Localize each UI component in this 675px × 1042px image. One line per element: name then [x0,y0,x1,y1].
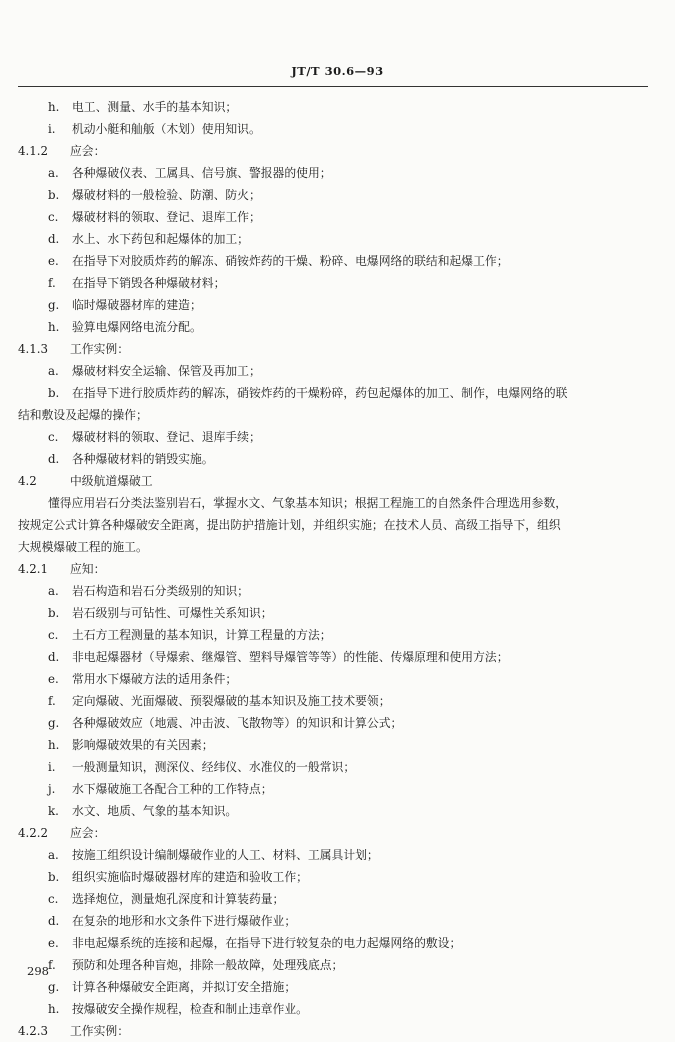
list-item-text: 非电起爆器材（导爆索、继爆管、塑料导爆管等等）的性能、传爆原理和使用方法； [72,650,509,664]
list-item-label: b. [48,188,60,202]
list-item [0,910,675,932]
list-item-text: 电工、测量、水手的基本知识； [72,100,238,114]
section-heading-4-2-2: 4.2.2 应会： [18,826,106,840]
paragraph-line: 懂得应用岩石分类法鉴别岩石，掌握水文、气象基本知识；根据工程施工的自然条件合理选用参数， [48,496,568,510]
list-item-text: 爆破材料的领取、登记、退库工作； [72,210,261,224]
list-item-text: 计算各种爆破安全距离，并拟订安全措施； [72,980,297,994]
list-item-label: b. [48,386,60,400]
list-item-text: 在指导下对胶质炸药的解冻、硝铵炸药的干燥、粉碎、电爆网络的联结和起爆工作； [72,254,509,268]
section-heading-4-1-3: 4.1.3 工作实例： [18,342,129,356]
list-item [0,162,675,184]
list-item [0,712,675,734]
list-item-label: g. [48,980,60,994]
list-item [0,580,675,602]
section-heading-4-1-2: 4.1.2 应会： [18,144,106,158]
list-item-text: 各种爆破材料的销毁实施。 [72,452,214,466]
list-item [0,888,675,910]
list-item-label: e. [48,672,59,686]
list-item [0,932,675,954]
list-item-text: 按施工组织设计编制爆破作业的人工、材料、工属具计划； [72,848,379,862]
list-item [0,448,675,470]
list-item-text: 爆破材料的一般检验、防潮、防火； [72,188,261,202]
list-item-text: 土石方工程测量的基本知识，计算工程量的方法； [72,628,332,642]
paragraph-line: 按规定公式计算各种爆破安全距离，提出防护措施计划，并组织实施；在技术人员、高级工指导下，组织 [18,518,561,532]
list-item-text: 各种爆破效应（地震、冲击波、飞散物等）的知识和计算公式； [72,716,403,730]
list-item-text: 在复杂的地形和水文条件下进行爆破作业； [72,914,297,928]
list-item-label: k. [48,804,59,818]
list-item-text: 按爆破安全操作规程，检查和制止违章作业。 [72,1002,308,1016]
list-item-label: h. [48,738,60,752]
list-item-label: h. [48,1002,60,1016]
list-item-text: 在指导下进行胶质炸药的解冻，硝铵炸药的干燥粉碎，药包起爆体的加工、制作，电爆网络的联 [72,386,568,400]
list-item-text: 水文、地质、气象的基本知识。 [72,804,238,818]
list-item [0,844,675,866]
list-item-text: 影响爆破效果的有关因素； [72,738,214,752]
section-heading-4-2-3: 4.2.3 工作实例： [18,1024,129,1038]
list-item-label: f. [48,958,56,972]
list-item [0,734,675,756]
list-item-text: 水上、水下药包和起爆体的加工； [72,232,249,246]
list-item-text: 临时爆破器材库的建造； [72,298,202,312]
list-item-label: f. [48,694,56,708]
list-item-text: 预防和处理各种盲炮，排除一般故障，处理残底点； [72,958,344,972]
list-item-label: a. [48,584,59,598]
section-heading-4-2-1: 4.2.1 应知： [18,562,106,576]
list-item [0,954,675,976]
list-item [0,360,675,382]
list-item [0,998,675,1020]
paragraph-line: 大规模爆破工程的施工。 [18,540,148,554]
wrapped-line: 结和敷设及起爆的操作； [18,408,148,422]
list-item-text: 选择炮位，测量炮孔深度和计算装药量； [72,892,285,906]
list-item [0,756,675,778]
list-item-label: e. [48,254,59,268]
list-item-text: 爆破材料安全运输、保管及再加工； [72,364,261,378]
list-item-text: 非电起爆系统的连接和起爆，在指导下进行较复杂的电力起爆网络的敷设； [72,936,462,950]
list-item [0,866,675,888]
list-item [0,778,675,800]
list-item [0,426,675,448]
list-item [0,646,675,668]
list-item-label: i. [48,122,56,136]
list-item-label: i. [48,760,56,774]
list-item-label: c. [48,210,59,224]
list-item-text: 机动小艇和舢舨（木划）使用知识。 [72,122,261,136]
list-item-label: f. [48,276,56,290]
list-item-label: b. [48,606,60,620]
list-item-label: d. [48,650,60,664]
list-item [0,96,675,118]
list-item-label: e. [48,936,59,950]
list-item-label: a. [48,364,59,378]
list-item-text: 岩石级别与可钻性、可爆性关系知识； [72,606,273,620]
list-item [0,800,675,822]
list-item [0,184,675,206]
list-item-label: g. [48,298,60,312]
list-item [0,316,675,338]
list-item-label: d. [48,914,60,928]
list-item [0,272,675,294]
list-item-label: g. [48,716,60,730]
list-item [0,294,675,316]
list-item-label: h. [48,320,60,334]
header-rule [18,86,648,87]
list-item-text: 定向爆破、光面爆破、预裂爆破的基本知识及施工技术要领； [72,694,391,708]
list-item-label: j. [48,782,56,796]
list-item [0,668,675,690]
list-item-text: 验算电爆网络电流分配。 [72,320,202,334]
list-item [0,602,675,624]
list-item [0,228,675,250]
list-item-text: 常用水下爆破方法的适用条件； [72,672,238,686]
list-item-text: 组织实施临时爆破器材库的建造和验收工作； [72,870,308,884]
list-item-label: c. [48,430,59,444]
list-item-label: c. [48,628,59,642]
list-item-label: c. [48,892,59,906]
list-item-label: a. [48,166,59,180]
list-item-label: d. [48,232,60,246]
list-item [0,690,675,712]
list-item [0,624,675,646]
list-item-text: 一般测量知识，测深仪、经纬仪、水准仪的一般常识； [72,760,356,774]
list-item-text: 水下爆破施工各配合工种的工作特点； [72,782,273,796]
list-item-label: b. [48,870,60,884]
list-item [0,206,675,228]
list-item-text: 各种爆破仪表、工属具、信号旗、警报器的使用； [72,166,332,180]
page-header: JT/T 30.6—93 [291,64,384,78]
list-item [0,250,675,272]
page-number: 298 [27,964,49,978]
list-item-label: d. [48,452,60,466]
list-item [0,382,675,404]
document-body [0,96,675,1042]
list-item-text: 爆破材料的领取、登记、退库手续； [72,430,261,444]
list-item-label: a. [48,848,59,862]
list-item-text: 在指导下销毁各种爆破材料； [72,276,226,290]
list-item-label: h. [48,100,60,114]
list-item-text: 岩石构造和岩石分类级别的知识； [72,584,249,598]
list-item [0,976,675,998]
list-item [0,118,675,140]
section-heading-4-2: 4.2 中级航道爆破工 [18,474,153,488]
